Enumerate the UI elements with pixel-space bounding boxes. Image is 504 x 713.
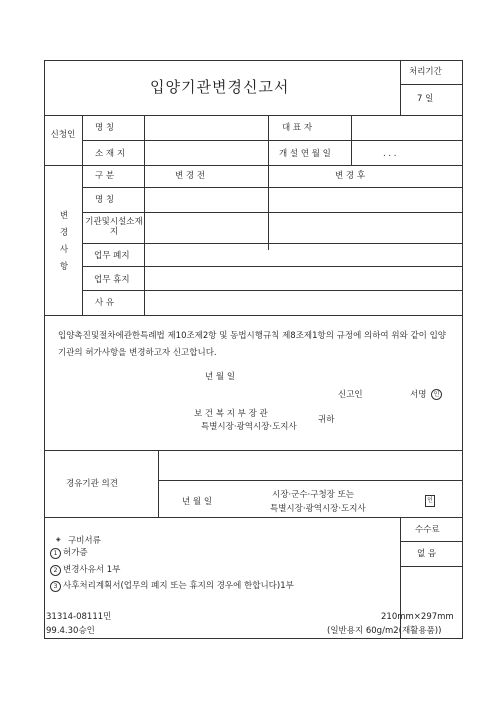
approval-date: 99.4.30승인 bbox=[46, 626, 95, 636]
documents-header: 구비서류 bbox=[68, 536, 101, 546]
sign-label: 서명 bbox=[410, 390, 427, 400]
opinion-seal-icon: 인 bbox=[425, 495, 435, 507]
open-date-label: 개 설 연 월 일 bbox=[279, 149, 331, 159]
change-row-name-label: 명 칭 bbox=[95, 195, 115, 205]
reason-field[interactable] bbox=[146, 292, 460, 314]
address-before-field[interactable] bbox=[146, 214, 266, 242]
form-code: 31314-08111민 bbox=[46, 612, 112, 622]
opinion-authority-1: 시장·군수·구청장 또는 bbox=[272, 490, 355, 500]
opinion-authority-2: 특별시장·광역시장·도지사 bbox=[270, 504, 366, 514]
form-title: 입양기관변경신고서 bbox=[150, 78, 290, 96]
representative-field[interactable] bbox=[353, 117, 460, 139]
change-row-reason-label: 사 유 bbox=[95, 298, 115, 308]
col-before-header: 변 경 전 bbox=[175, 171, 206, 181]
paper-type: (일반용지 60g/m2(재활용품)) bbox=[327, 626, 442, 636]
open-date-value[interactable]: . . . bbox=[383, 149, 397, 159]
documents-bullet-icon: ◈ bbox=[56, 536, 61, 543]
addressee-governor: 특별시장·광역시장·도지사 bbox=[201, 422, 297, 432]
opinion-date[interactable]: 년 월 일 bbox=[182, 497, 213, 507]
applicant-address-label: 소 재 지 bbox=[95, 149, 126, 159]
applicant-name-label: 명 칭 bbox=[95, 123, 115, 133]
change-row-closure-label: 업무 폐지 bbox=[94, 251, 130, 261]
closure-field[interactable] bbox=[146, 245, 460, 265]
fee-value: 없 음 bbox=[417, 549, 437, 559]
addressee-minister: 보 건 복 지 부 장 관 bbox=[194, 409, 268, 419]
col-kind-header: 구 분 bbox=[95, 171, 115, 181]
suspension-field[interactable] bbox=[146, 268, 460, 289]
change-section-label: 변경사항 bbox=[59, 211, 69, 272]
name-before-field[interactable] bbox=[146, 189, 266, 211]
seal-mark-icon: 인 bbox=[431, 389, 442, 400]
applicant-address-field[interactable] bbox=[146, 142, 266, 164]
statement-date[interactable]: 년 월 일 bbox=[205, 372, 236, 382]
representative-label: 대 표 자 bbox=[282, 123, 313, 133]
item-1-number-icon: 1 bbox=[50, 548, 61, 559]
name-after-field[interactable] bbox=[270, 189, 460, 211]
opinion-field[interactable] bbox=[160, 452, 460, 479]
document-item: 사후처리계획서(업무의 폐지 또는 휴지의 경우에 한합니다)1부 bbox=[63, 581, 294, 591]
paper-size: 210mm×297mm bbox=[381, 612, 454, 622]
address-after-field[interactable] bbox=[270, 214, 460, 242]
addressee-suffix: 귀하 bbox=[318, 415, 335, 425]
applicant-section-label: 신청인 bbox=[50, 130, 76, 140]
applicant-name-field[interactable] bbox=[146, 117, 266, 139]
processing-period-label: 처리기간 bbox=[409, 67, 442, 77]
item-2-number-icon: 2 bbox=[50, 565, 61, 576]
statement-text: 입양촉진및절차에관한특례법 제10조제2항 및 동법시행규칙 제8조제1항의 규정에 의하여 위와 같이 입양기관의 허가사항을 변경하고자 신고합니다. bbox=[58, 331, 447, 358]
change-row-suspension-label: 업무 휴지 bbox=[94, 275, 130, 285]
col-after-header: 변 경 후 bbox=[335, 171, 366, 181]
document-item: 허가증 bbox=[63, 548, 88, 558]
item-3-number-icon: 3 bbox=[50, 581, 61, 592]
opinion-label: 경유기관 의견 bbox=[66, 479, 118, 489]
document-item: 변경사유서 1부 bbox=[63, 565, 121, 575]
applicant-signer-label: 신고인 bbox=[338, 390, 363, 400]
fee-label: 수수료 bbox=[415, 525, 440, 535]
processing-period-value: 7 일 bbox=[417, 94, 434, 104]
change-row-address-label: 기관및시설소재 지 bbox=[85, 217, 143, 237]
